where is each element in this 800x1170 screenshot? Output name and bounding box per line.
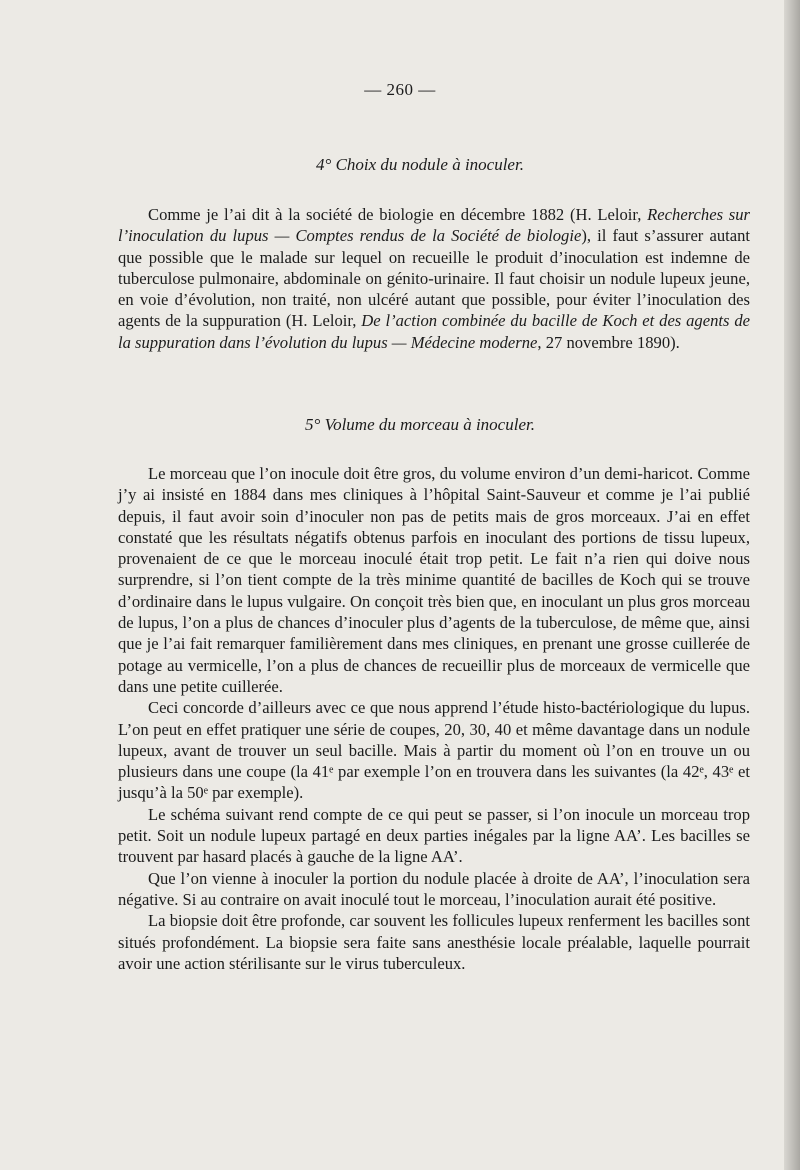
paragraph: La biopsie doit être profonde, car souvent les follicules lupeux renferment les bacilles sont situés profondément. La biopsie sera faite sans anesthésie locale préalable, laquelle pourrait avoir une action stérilisante sur le virus tuberculeux. — [118, 911, 750, 973]
section-4-body — [118, 204, 750, 353]
page-number: — 260 — — [364, 80, 436, 99]
section-4-title: 4° Choix du nodule à inoculer. — [316, 155, 524, 174]
paragraph: Que l’on vienne à inoculer la portion du nodule placée à droite de AA’, l’inoculation sera négative. Si au contraire on avait inoculé tout le morceau, l’inoculation aurait été positive. — [118, 868, 750, 909]
paragraph: Ceci concorde d’ailleurs avec ce que nous apprend l’étude histo-bactériologique du lupus. L’on peut en effet pratiquer une série de coupes, 20, 30, 40 et même davantage dans un nodule lupeux, avant de trouver un seul bacille. Mais à partir du moment où l’on en trouve un ou plusieurs dans une coupe (la 41ᵉ par exemple l’on en trouvera dans les suivantes (la 42ᵉ, 43ᵉ et jusqu’à la 50ᵉ par exemple). — [118, 698, 750, 803]
text-run: , 27 novembre 1890). — [537, 332, 680, 352]
citation-italic: De l’action combinée du bacille de Koch et des agents de la suppuration dans l’évolution du lupus — Médecine moderne — [118, 311, 750, 352]
paragraph: Le morceau que l’on inocule doit être gros, du volume environ d’un demi-haricot. Comme j’y ai insisté en 1884 dans mes cliniques à l’hôpital Saint-Sauveur et comme je l’ai publié depuis, il faut avoir soin d’inoculer non pas de petits mais de gros morceaux. J’ai en effet constaté que les résultats négatifs obtenus parfois en inoculant des portions de tissu lupeux, provenaient de ce que le morceau inoculé était trop petit. Le fait n’a rien qui doive nous surprendre, si l’on tient compte de la très minime quantité de bacilles de Koch qui se trouve d’ordinaire dans le lupus vulgaire. On conçoit très bien que, en inoculant un plus gros morceau de lupus, l’on a plus de chances d’inoculer plus d’agents de la tuberculose, de même que, ainsi que je l’ai fait remarquer familièrement dans mes cliniques, en prenant une grosse cuillerée de potage au vermicelle, l’on a plus de chances de recueillir plus de morceaux de vermicelle que dans une petite cuillerée. — [118, 464, 750, 696]
page-edge-shadow — [784, 0, 800, 1170]
paragraph: Le schéma suivant rend compte de ce qui peut se passer, si l’on inocule un morceau trop petit. Soit un nodule lupeux partagé en deux parties inégales par la ligne AA’. Les bacilles se trouvent par hasard placés à gauche de la ligne AA’. — [118, 804, 750, 867]
section-4-paragraph — [118, 204, 750, 353]
section-5-title: 5° Volume du morceau à inoculer. — [305, 415, 535, 434]
citation-italic: Recherches sur l’inoculation du lupus — Comptes rendus de la Société de biologie — [118, 205, 750, 246]
section-5-body — [118, 463, 750, 974]
text-run: Comme je l’ai dit à la société de biologie en décembre 1882 (H. Leloir, — [148, 205, 648, 224]
text-run: ), il faut s’assurer autant que possible que le malade sur lequel on recueille le produit d’inoculation est indemne de tuberculose pulmonaire, abdominale on génito-urinaire. Il faut choisir un nodule lupeux jeune, en voie d’évolution, non traité, non ulcéré autant que possible, pour éviter l’inoculation des agents de la suppuration (H. Leloir, — [118, 226, 750, 331]
